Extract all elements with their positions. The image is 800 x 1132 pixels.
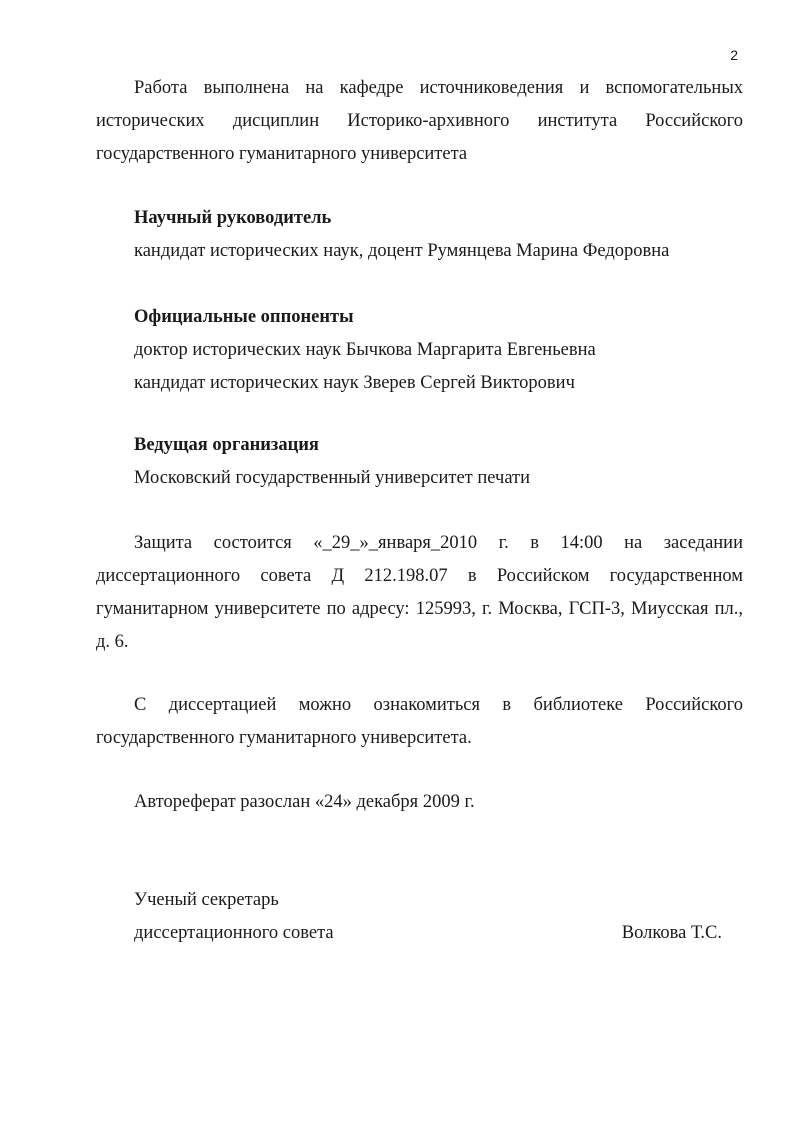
supervisor-section [134,202,669,268]
opponents-heading: Официальные оппоненты [134,307,354,327]
supervisor-heading: Научный руководитель [134,208,332,228]
leading-org-heading: Ведущая организация [134,435,319,455]
defense-line-1: Защита состоится «_29_»_января_2010 г. в 14:00 на заседании [134,533,743,553]
defense-line-3: гуманитарном университете по адресу: 125993, г. Москва, ГСП-3, Миусская пл., [96,599,743,619]
opponent-item-1: доктор исторических наук Бычкова Маргарита Евгеньевна [134,340,596,360]
secretary-name: Волкова Т.С. [621,923,722,943]
supervisor-name: кандидат исторических наук, доцент Румянцева Марина Федоровна [134,241,670,261]
library-line-1: С диссертацией можно ознакомиться в библиотеке Российского [134,695,743,715]
leading-org-name: Московский государственный университет печати [134,468,531,488]
sent-date: Автореферат разослан «24» декабря 2009 г. [134,792,475,812]
library-line-2: государственного гуманитарного университета. [96,728,472,748]
leading-org-section [134,429,530,495]
intro-line-2: исторических дисциплин Историко-архивного института Российского [96,111,743,131]
secretary-signature-row [134,917,722,950]
defense-line-2: диссертационного совета Д 212.198.07 в Российском государственном [96,566,743,586]
defense-paragraph [96,527,743,659]
defense-line-4: д. 6. [96,632,129,652]
opponent-item-2: кандидат исторических наук Зверев Сергей Викторович [134,373,575,393]
page-number: 2 [730,47,738,63]
intro-line-3: государственного гуманитарного университета [96,144,468,164]
secretary-title: Ученый секретарь [134,890,279,910]
intro-paragraph [96,72,743,171]
opponents-section [134,301,596,400]
secretary-title-line-2: диссертационного совета [134,923,334,943]
intro-line-1: Работа выполнена на кафедре источниковедения и вспомогательных [134,78,743,98]
library-paragraph [96,689,743,755]
